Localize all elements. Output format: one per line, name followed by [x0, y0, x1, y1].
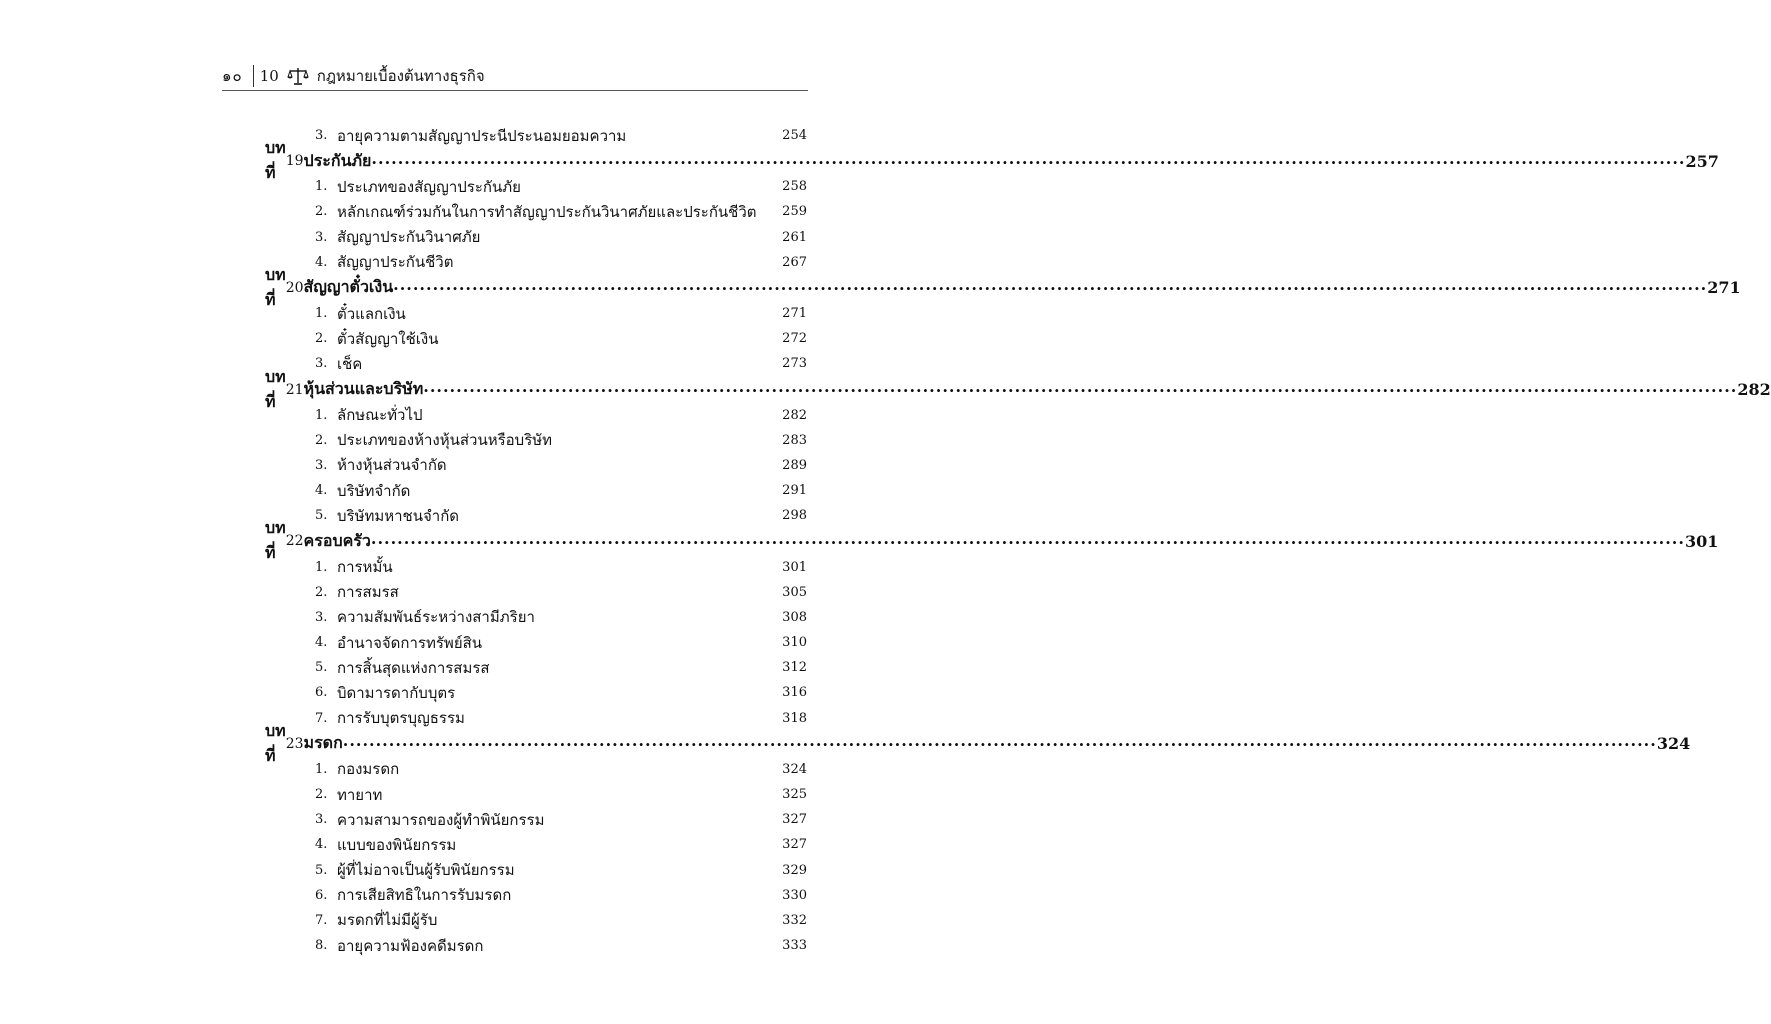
- section-row: [265, 580, 807, 605]
- chapter-number: 20: [285, 279, 304, 296]
- section-page: 298: [782, 508, 807, 524]
- section-number: 7.: [315, 710, 328, 726]
- section-page: 258: [782, 179, 807, 195]
- page-number: 10: [259, 67, 279, 85]
- section-title: ความสามารถของผู้ทำพินัยกรรม: [337, 810, 545, 829]
- scales-of-justice-icon: [287, 66, 309, 86]
- section-title: ผู้ที่ไม่อาจเป็นผู้รับพินัยกรรม: [337, 861, 515, 880]
- dot-leader: ........................................................................................................................................................................................................: [393, 275, 1708, 295]
- chapter-title: มรดก: [303, 733, 343, 753]
- section-page: 316: [782, 685, 807, 701]
- section-number: 5.: [315, 660, 328, 676]
- section-number: 4.: [315, 837, 328, 853]
- section-page: 325: [782, 787, 807, 803]
- chapter-page: 271: [1707, 278, 1741, 298]
- chapter-row: [265, 264, 1741, 309]
- section-row: [265, 554, 807, 579]
- section-page: 261: [782, 229, 807, 245]
- section-number: 1.: [315, 559, 328, 575]
- section-page: 310: [782, 635, 807, 651]
- section-title: กองมรดก: [337, 760, 400, 779]
- dot-leader: ........................................................................................................................................................................................................: [370, 528, 1685, 548]
- chapter-number: 21: [285, 381, 304, 398]
- section-title: การหมั้น: [337, 558, 393, 577]
- chapter-title: ประกันภัย: [303, 150, 372, 170]
- section-number: 3.: [315, 356, 328, 372]
- section-page: 301: [782, 559, 807, 575]
- section-title: บิดามารดากับบุตร: [337, 683, 456, 702]
- section-title: สัญญาประกันชีวิต: [337, 253, 454, 272]
- section-number: 6.: [315, 685, 328, 701]
- dot-leader: ........................................................................................................................................................................................................: [423, 377, 1738, 396]
- page-header: [222, 62, 808, 91]
- dot-leader: ........................................................................................................................................................................................................: [342, 731, 1657, 751]
- section-number: 3.: [315, 457, 328, 473]
- section-row: [265, 478, 807, 503]
- section-page: 308: [782, 609, 807, 625]
- chapter-label: บทที่: [265, 720, 286, 765]
- section-row: [265, 250, 807, 275]
- section-page: 312: [782, 660, 807, 676]
- chapter-page: 301: [1684, 531, 1719, 551]
- section-page: 333: [782, 938, 807, 954]
- section-title: ประเภทของสัญญาประกันภัย: [337, 177, 521, 196]
- section-row: [265, 174, 807, 199]
- section-page: 327: [782, 812, 807, 828]
- section-row: [265, 655, 807, 680]
- chapter-title: สัญญาตั๋วเงิน: [303, 277, 394, 297]
- section-number: 3.: [315, 609, 328, 625]
- section-page: 272: [782, 331, 807, 347]
- section-number: 2.: [315, 432, 328, 448]
- section-row: [265, 326, 807, 351]
- section-number: 2.: [315, 204, 328, 220]
- section-title: ตั๋วแลกเงิน: [337, 304, 406, 323]
- chapter-row: [265, 720, 1691, 765]
- section-number: 5.: [315, 508, 328, 524]
- section-page: 289: [782, 457, 807, 473]
- chapter-title-line: [304, 731, 1657, 756]
- header-divider: [253, 65, 254, 87]
- chapter-label: บทที่: [265, 264, 286, 309]
- chapter-title-line: [304, 377, 1738, 402]
- section-row: [265, 453, 807, 478]
- chapter-number: 23: [285, 735, 304, 752]
- section-row: [265, 630, 807, 655]
- section-page: 305: [782, 584, 807, 600]
- section-row: [265, 908, 807, 933]
- section-title: สัญญาประกันวินาศภัย: [337, 228, 481, 247]
- section-page: 324: [782, 761, 807, 777]
- section-page: 283: [782, 432, 807, 448]
- section-title: บริษัทจำกัด: [337, 481, 411, 500]
- section-row: [265, 757, 807, 782]
- section-row: [265, 706, 807, 731]
- section-number: 8.: [315, 938, 328, 954]
- section-title: การสมรส: [337, 583, 399, 602]
- section-title: ตั๋วสัญญาใช้เงิน: [337, 329, 439, 348]
- section-title: ลักษณะทั่วไป: [337, 406, 423, 425]
- section-page: 329: [782, 862, 807, 878]
- section-row: [265, 199, 807, 224]
- section-number: 5.: [315, 862, 328, 878]
- section-row: [265, 605, 807, 630]
- section-row: [265, 832, 807, 857]
- section-row: [265, 807, 807, 832]
- chapter-label: บทที่: [265, 138, 286, 183]
- section-row: [265, 858, 807, 883]
- section-title: มรดกที่ไม่มีผู้รับ: [337, 911, 438, 930]
- section-title: การรับบุตรบุญธรรม: [337, 709, 465, 728]
- thai-page-number: ๑๐: [222, 67, 243, 85]
- section-title: ประเภทของห้างหุ้นส่วนหรือบริษัท: [337, 431, 553, 450]
- section-title: ความสัมพันธ์ระหว่างสามีภริยา: [337, 608, 535, 627]
- table-of-contents: [265, 123, 1771, 958]
- section-number: 6.: [315, 887, 328, 903]
- section-number: 1.: [315, 761, 328, 777]
- section-title: บริษัทมหาชนจำกัด: [337, 506, 460, 525]
- section-page: 254: [782, 128, 807, 144]
- section-row: [265, 503, 807, 528]
- section-page: 291: [782, 483, 807, 499]
- section-page: 330: [782, 887, 807, 903]
- section-row: [265, 351, 807, 376]
- section-title: การเสียสิทธิในการรับมรดก: [337, 886, 512, 905]
- section-title: อำนาจจัดการทรัพย์สิน: [337, 633, 483, 652]
- chapter-number: 19: [285, 153, 304, 170]
- section-page: 318: [782, 710, 807, 726]
- section-title: ห้างหุ้นส่วนจำกัด: [337, 456, 447, 475]
- chapter-page: 324: [1656, 734, 1691, 754]
- chapter-title-line: [304, 275, 1708, 300]
- section-page: 259: [782, 204, 807, 220]
- section-number: 1.: [315, 179, 328, 195]
- chapter-number: 22: [285, 533, 304, 550]
- section-title: การสิ้นสุดแห่งการสมรส: [337, 658, 490, 677]
- section-title: อายุความตามสัญญาประนีประนอมยอมความ: [337, 126, 627, 145]
- chapter-page: 257: [1685, 151, 1719, 171]
- chapter-row: [265, 366, 1771, 411]
- section-row: [265, 123, 807, 148]
- section-title: เช็ค: [337, 354, 363, 373]
- chapter-label: บทที่: [265, 366, 286, 411]
- section-number: 3.: [315, 128, 328, 144]
- book-title: กฎหมายเบื้องต้นทางธุรกิจ: [316, 67, 485, 85]
- chapter-title-line: [304, 529, 1685, 554]
- section-number: 4.: [315, 635, 328, 651]
- section-number: 3.: [315, 229, 328, 245]
- section-number: 1.: [315, 407, 328, 423]
- section-page: 327: [782, 837, 807, 853]
- section-number: 2.: [315, 787, 328, 803]
- section-number: 2.: [315, 584, 328, 600]
- section-number: 7.: [315, 912, 328, 928]
- chapter-title-line: [304, 149, 1686, 174]
- section-title: ทายาท: [337, 785, 383, 804]
- section-title: หลักเกณฑ์ร่วมกันในการทำสัญญาประกันวินาศภัยและประกันชีวิต: [337, 202, 757, 221]
- section-row: [265, 680, 807, 705]
- section-number: 4.: [315, 254, 328, 270]
- section-row: [265, 933, 807, 958]
- chapter-title: หุ้นส่วนและบริษัท: [303, 379, 424, 398]
- dot-leader: ........................................................................................................................................................................................................: [371, 148, 1686, 168]
- section-row: [265, 403, 807, 428]
- chapter-page: 282: [1737, 380, 1771, 399]
- chapter-title: ครอบครัว: [303, 530, 371, 550]
- section-number: 2.: [315, 331, 328, 347]
- chapter-label: บทที่: [265, 518, 286, 563]
- section-page: 332: [782, 912, 807, 928]
- section-page: 282: [782, 407, 807, 423]
- section-page: 273: [782, 356, 807, 372]
- section-row: [265, 428, 807, 453]
- section-number: 1.: [315, 306, 328, 322]
- chapter-row: [265, 518, 1719, 563]
- section-number: 3.: [315, 812, 328, 828]
- section-row: [265, 782, 807, 807]
- section-title: อายุความฟ้องคดีมรดก: [337, 936, 484, 955]
- chapter-row: [265, 138, 1719, 183]
- section-page: 267: [782, 254, 807, 270]
- section-page: 271: [782, 306, 807, 322]
- section-title: แบบของพินัยกรรม: [337, 835, 457, 854]
- section-row: [265, 883, 807, 908]
- section-number: 4.: [315, 483, 328, 499]
- section-row: [265, 225, 807, 250]
- section-row: [265, 301, 807, 326]
